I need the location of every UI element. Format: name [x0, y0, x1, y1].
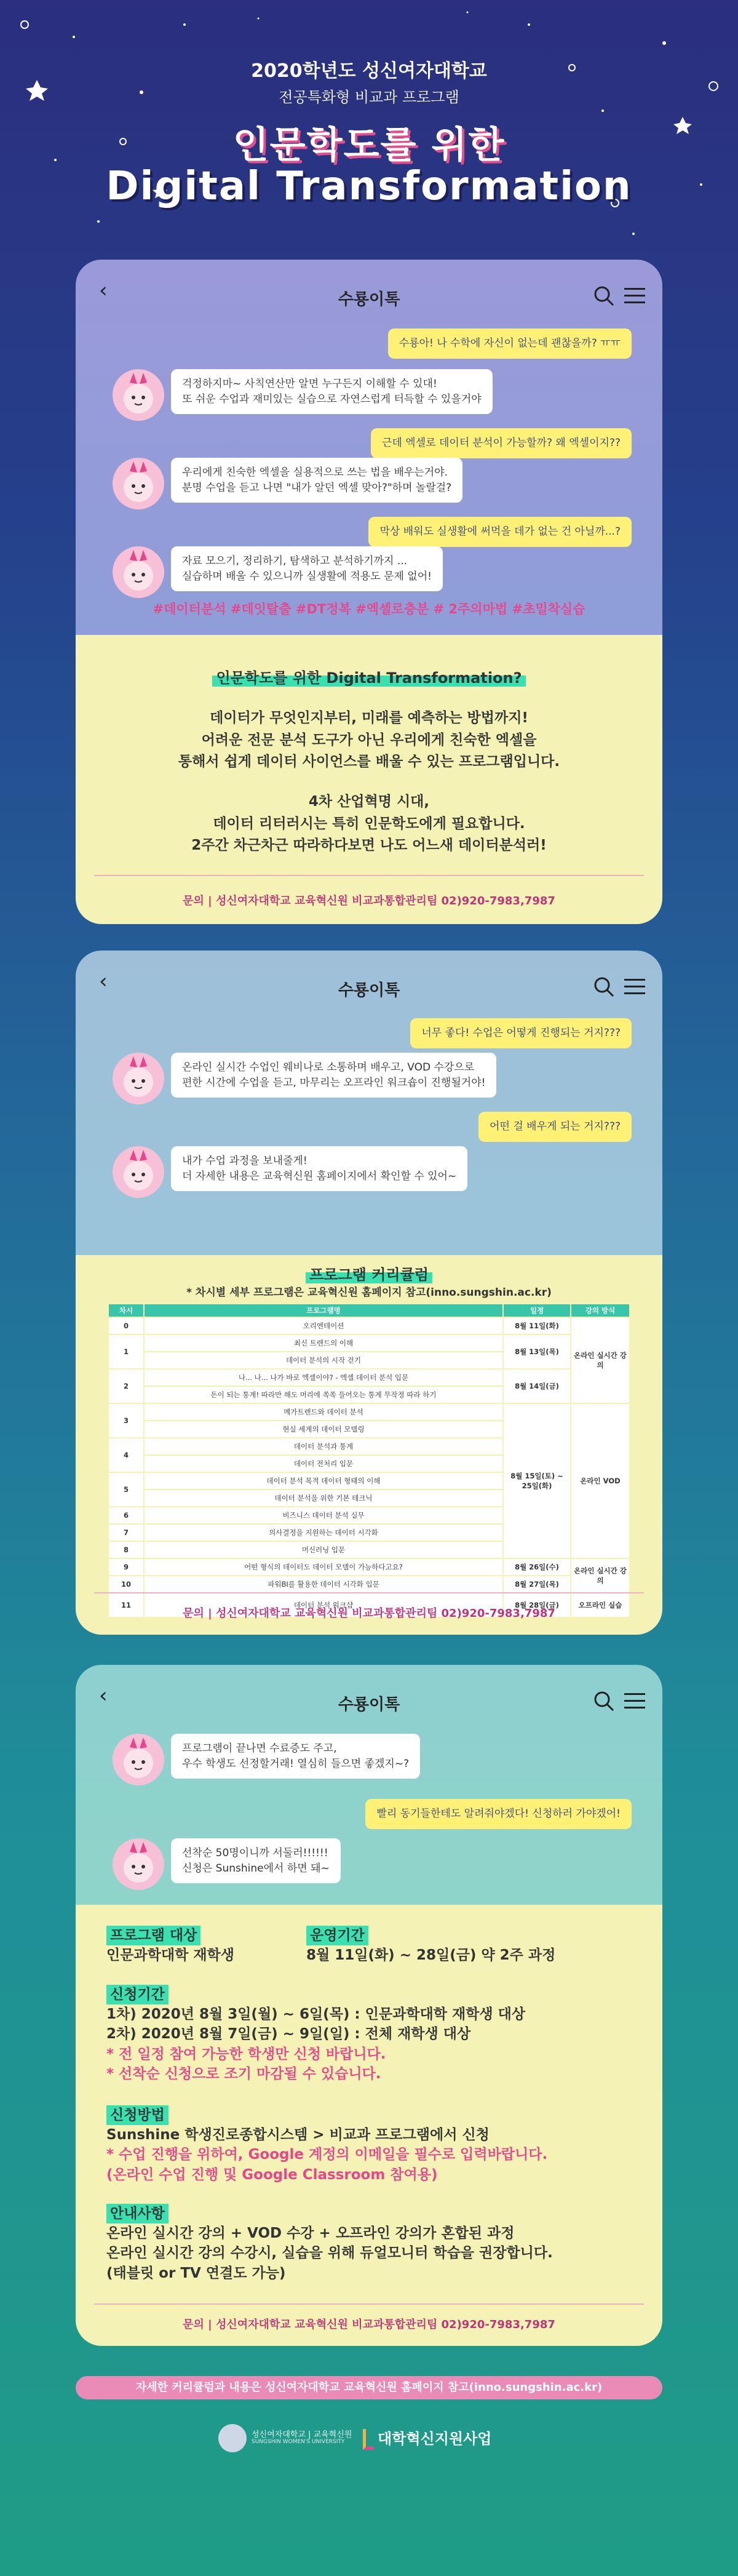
avatar — [113, 458, 164, 509]
table-row: 현실 세계의 데이터 모델링 — [108, 1421, 630, 1438]
header-line1: 2020학년도 성신여자대학교 — [251, 60, 487, 82]
chat-topbar — [76, 1665, 662, 1733]
table-row: 3 메가트렌드와 데이터 분석 8월 15일(토) ~ 25일(화) 온라인 VOD — [108, 1403, 630, 1421]
footer-note: 자세한 커리큘럼과 내용은 성신여자대학교 교육혁신원 홈페이지 참고(inno.sungshin.ac.kr) — [76, 2376, 662, 2399]
chat-bubble-me: 수룡아! 나 수학에 자신이 없는데 괜찮을까? ㅠㅠ — [388, 329, 632, 359]
table-row: 1 최신 트렌드의 이해 8월 13일(목) — [108, 1334, 630, 1352]
header-title: 인문학도를 위한 — [232, 124, 506, 167]
back-arrow-icon[interactable]: ‹ — [99, 278, 108, 303]
search-icon[interactable] — [593, 285, 614, 306]
back-arrow-icon[interactable]: ‹ — [99, 1683, 108, 1708]
header-line2: 전공특화형 비교과 프로그램 — [279, 89, 459, 106]
chat-bubble-me: 빨리 동기들한테도 알려줘야겠다! 신청하러 가야겠어! — [365, 1799, 632, 1829]
header-subtitle: Digital Transformation — [106, 164, 632, 209]
avatar — [113, 1053, 164, 1104]
table-header: 차시 — [108, 1304, 144, 1317]
mascot-icon — [113, 1734, 164, 1785]
chat-bubble-bot: 우리에게 친숙한 엑셀을 실용적으로 쓰는 법을 배우는거야. 분명 수업을 듣고 나면 "내가 알던 엑셀 맞아?"하며 놀랄걸? — [171, 458, 462, 503]
chat-area — [76, 951, 662, 1255]
table-row: 2 나... 나... 나가 바로 엑셀이야? - 엑셀 데이터 분석 입문 8월 14일(금) — [108, 1369, 630, 1386]
card-body — [76, 1255, 662, 1635]
table-row: 11 데이터 분석 워크샵 8월 28일(금) 오프라인 실습 — [108, 1593, 630, 1617]
chat-bubble-bot: 내가 수업 과정을 보내줄게! 더 자세한 내용은 교육혁신원 홈페이지에서 확인할 수 있어~ — [171, 1146, 467, 1191]
chat-title: 수룡이톡 — [338, 290, 400, 309]
mascot-icon — [113, 1146, 164, 1198]
notice-section: 안내사항 온라인 실시간 강의 + VOD 수강 + 오프라인 강의가 혼합된 과정 온라인 실시간 강의 수강시, 실습을 위해 듀얼모니터 학습을 권장합니다. (태블릿 or TV 연결도 가능) — [106, 2204, 553, 2283]
table-row: 4 데이터 분석과 통계 — [108, 1438, 630, 1455]
section-title: 프로그램 커리큘럼 — [76, 1262, 662, 1284]
chat-title: 수룡이톡 — [338, 981, 400, 1000]
mascot-icon — [113, 546, 164, 598]
chat-bubble-bot: 걱정하지마~ 사칙연산만 알면 누구든지 이해할 수 있대! 또 쉬운 수업과 재미있는 실습으로 자연스럽게 터득할 수 있을거야 — [171, 369, 493, 414]
divider — [94, 875, 644, 876]
divider — [94, 2303, 644, 2305]
chat-topbar — [76, 260, 662, 327]
avatar — [113, 1146, 164, 1198]
chat-area — [76, 260, 662, 635]
avatar — [113, 546, 164, 598]
intro-paragraph: 데이터가 무엇인지부터, 미래를 예측하는 방법까지! 어려운 전문 분석 도구가 아닌 우리에게 친숙한 엑셀을 통해서 쉽게 데이터 사이언스를 배울 수 있는 프로그램입니다. — [178, 710, 560, 770]
card-body — [76, 1905, 662, 2346]
card-body — [76, 635, 662, 924]
chat-bubble-me: 어떤 걸 배우게 되는 거지??? — [478, 1112, 632, 1142]
divider — [94, 1592, 644, 1593]
chat-title: 수룡이톡 — [338, 1696, 400, 1714]
mascot-icon — [113, 458, 164, 509]
table-row: 6 비즈니스 데이터 분석 실무 — [108, 1507, 630, 1524]
hashtags: #데이터분석 #데잇탈출 #DT정복 #엑셀로충분 # 2주의마법 #초밀착실습 — [153, 602, 585, 616]
period-section: 운영기간 8월 11일(화) ~ 28일(금) 약 2주 과정 — [306, 1926, 555, 1965]
back-arrow-icon[interactable]: ‹ — [99, 969, 108, 994]
table-header: 일정 — [503, 1304, 571, 1317]
avatar — [113, 1734, 164, 1785]
menu-icon[interactable] — [624, 1692, 645, 1710]
search-icon[interactable] — [593, 1691, 614, 1712]
table-row: 데이터 전처리 입문 — [108, 1455, 630, 1472]
curriculum-table — [108, 1303, 630, 1618]
table-row: 8 머신러닝 입문 — [108, 1541, 630, 1558]
chat-topbar — [76, 951, 662, 1018]
menu-icon[interactable] — [624, 978, 645, 996]
table-row: 7 의사결정을 지원하는 데이터 시각화 — [108, 1524, 630, 1541]
table-row: 9 어떤 형식의 데이터도 데이터 모델이 가능하다고요? 8월 26일(수) 온라인 실시간 강의 — [108, 1558, 630, 1576]
section-title: 인문학도를 위한 Digital Transformation? — [76, 666, 662, 687]
university-logo: 성신여자대학교 | 교육혁신원 SUNGSHIN WOMEN'S UNIVERSITY — [218, 2424, 354, 2452]
contact-info: 문의 | 성신여자대학교 교육혁신원 비교과통합관리팀 02)920-7983,7987 — [183, 2318, 555, 2331]
chat-bubble-bot: 온라인 실시간 수업인 웨비나로 소통하며 배우고, VOD 수강으로 편한 시간에 수업을 듣고, 마무리는 오프라인 워크숍이 진행될거야! — [171, 1053, 496, 1098]
chat-bubble-me: 근데 엑셀로 데이터 분석이 가능할까? 왜 엑셀이지?? — [371, 428, 632, 458]
chat-bubble-me: 막상 배워도 실생활에 써먹을 데가 없는 건 아닐까...? — [368, 517, 632, 547]
university-seal-icon — [218, 2424, 247, 2452]
footer-logos — [0, 2418, 738, 2461]
chat-bubble-bot: 선착순 50명이니까 서둘러!!!!!! 신청은 Sunshine에서 하면 돼~ — [171, 1838, 341, 1883]
table-header: 강의 방식 — [571, 1304, 630, 1317]
apply-period-section: 신청기간 1차) 2020년 8월 3일(월) ~ 6일(목) : 인문과학대학 재학생 대상 2차) 2020년 8월 7일(금) ~ 9일(일) : 전체 재학생 대상 * 전 일정 참여 가능한 학생만 신청 바랍니다. * 선착순 신청으로 조기 마감될 수 있습니다. — [106, 1985, 525, 2084]
table-header: 프로그램명 — [144, 1304, 503, 1317]
chat-bubble-bot: 자료 모으기, 정리하기, 탐색하고 분석하기까지 ... 실습하며 배울 수 있으니까 실생활에 적용도 문제 없어! — [171, 546, 443, 591]
chat-area — [76, 1665, 662, 1905]
curriculum-note: * 차시별 세부 프로그램은 교육혁신원 홈페이지 참고(inno.sungshin.ac.kr) — [186, 1286, 552, 1299]
target-section: 프로그램 대상 인문과학대학 재학생 — [106, 1926, 234, 1965]
chat-card-2 — [76, 951, 662, 1635]
table-header-row — [108, 1304, 630, 1317]
table-row: 5 데이터 분석 목적 데이터 형태의 이해 — [108, 1472, 630, 1489]
table-row: 데이터 분석을 위한 기본 테크닉 — [108, 1489, 630, 1507]
chat-bubble-bot: 프로그램이 끝나면 수료증도 주고, 우수 학생도 선정할거래! 열심히 들으면 좋겠지~? — [171, 1734, 420, 1779]
contact-info: 문의 | 성신여자대학교 교육혁신원 비교과통합관리팀 02)920-7983,7987 — [183, 1607, 555, 1620]
avatar — [113, 1838, 164, 1890]
mascot-icon — [113, 1838, 164, 1890]
mascot-icon — [113, 369, 164, 421]
innovation-program-logo: 대학혁신지원사업 — [363, 2426, 491, 2451]
chat-card-3 — [76, 1665, 662, 2346]
chat-bubble-me: 너무 좋다! 수업은 어떻게 진행되는 거지??? — [410, 1018, 632, 1048]
header — [0, 0, 738, 258]
apply-method-section: 신청방법 Sunshine 학생진로종합시스템 > 비교과 프로그램에서 신청 * 수업 진행을 위하여, Google 계정의 이메일을 필수로 입력바랍니다. (온라인 수업 진행 및 Google Classroom 참여용) — [106, 2105, 547, 2185]
program-mark-icon — [363, 2429, 374, 2450]
table-row: 돈이 되는 통계! 따라만 해도 머리에 쏙쏙 들어오는 통계 무작정 따라 하기 — [108, 1386, 630, 1403]
avatar — [113, 369, 164, 421]
search-icon[interactable] — [593, 976, 614, 997]
menu-icon[interactable] — [624, 287, 645, 305]
chat-card-1 — [76, 260, 662, 924]
table-row: 데이터 분석의 시작 걷기 — [108, 1352, 630, 1369]
intro-paragraph-2: 4차 산업혁명 시대, 데이터 리터러시는 특히 인문학도에게 필요합니다. 2주간 차근차근 따라하다보면 나도 어느새 데이터분석러! — [191, 794, 547, 854]
table-row: 0 오리엔테이션 8월 11일(화) 온라인 실시간 강의 — [108, 1317, 630, 1334]
table-row: 10 파워BI를 활용한 데이터 시각화 입문 8월 27일(목) — [108, 1576, 630, 1593]
contact-info: 문의 | 성신여자대학교 교육혁신원 비교과통합관리팀 02)920-7983,7987 — [183, 895, 555, 907]
mascot-icon — [113, 1053, 164, 1104]
